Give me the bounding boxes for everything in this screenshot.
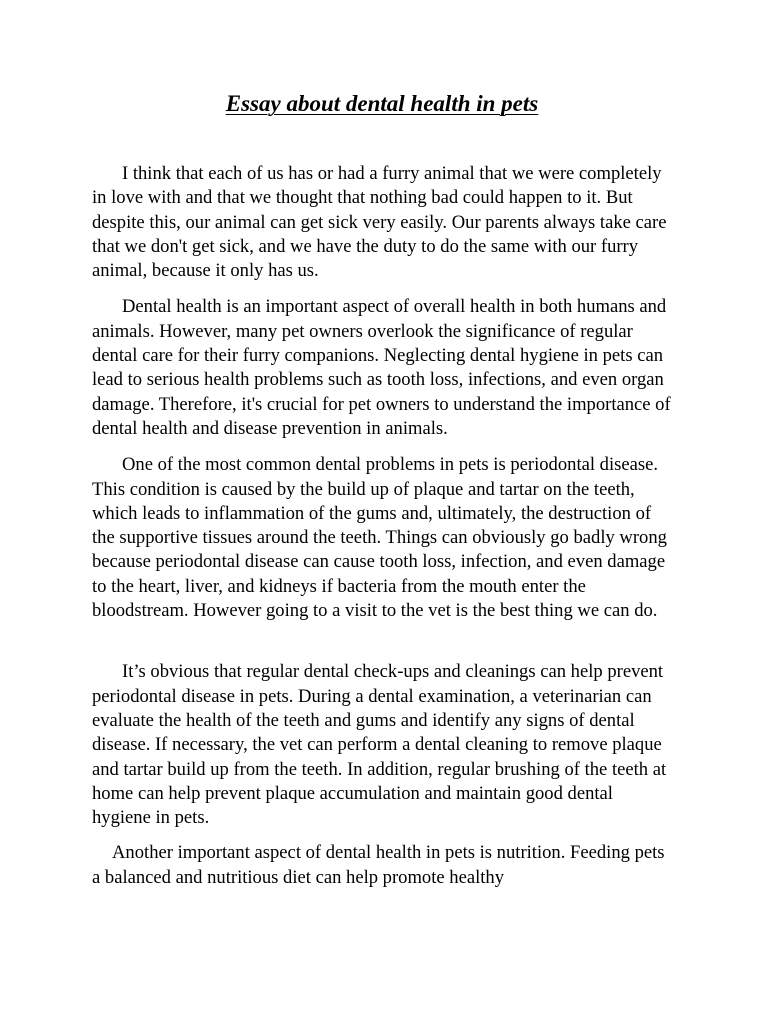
paragraph-dental-health: Dental health is an important aspect of overall health in both humans and animals. However, many pet owners overlook the significance of regular dental care for their furry companions. Neglecting dental hygiene in pets can lead to serious health problems such as tooth loss, infections, and even organ damage. Therefore, it's crucial for pet owners to understand the importance of dental health and disease prevention in animals.	[92, 296, 671, 439]
paragraph-periodontal-disease: One of the most common dental problems in pets is periodontal disease. This condition is caused by the build up of plaque and tartar on the teeth, which leads to inflammation of the gums and, ultimately, the destruction of the supportive tissues around the teeth. Things can obviously go badly wrong because periodontal disease can cause tooth loss, infection, and even damage to the heart, liver, and kidneys if bacteria from the mouth enter the bloodstream. However going to a visit to the vet is the best thing we can do.	[92, 454, 667, 622]
paragraph-intro: I think that each of us has or had a furry animal that we were completely in love with and that we thought that nothing bad could happen to it. But despite this, our animal can get sick very easily. Our parents always take care that we don't get sick, and we have the duty to do the same with our furry animal, because it only has us.	[92, 163, 667, 282]
paragraph-check-ups: It’s obvious that regular dental check-ups and cleanings can help prevent periodontal disease in pets. During a dental examination, a veterinarian can evaluate the health of the teeth and gums and identify any signs of dental disease. If necessary, the vet can perform a dental cleaning to remove plaque and tartar build up from the teeth. In addition, regular brushing of the teeth at home can help prevent plaque accumulation and maintain good dental hygiene in pets.	[92, 661, 667, 829]
paragraph-nutrition: Another important aspect of dental health in pets is nutrition. Feeding pets a balanced and nutritious diet can help promote healthy	[92, 842, 665, 888]
document-title: Essay about dental health in pets	[225, 91, 539, 116]
